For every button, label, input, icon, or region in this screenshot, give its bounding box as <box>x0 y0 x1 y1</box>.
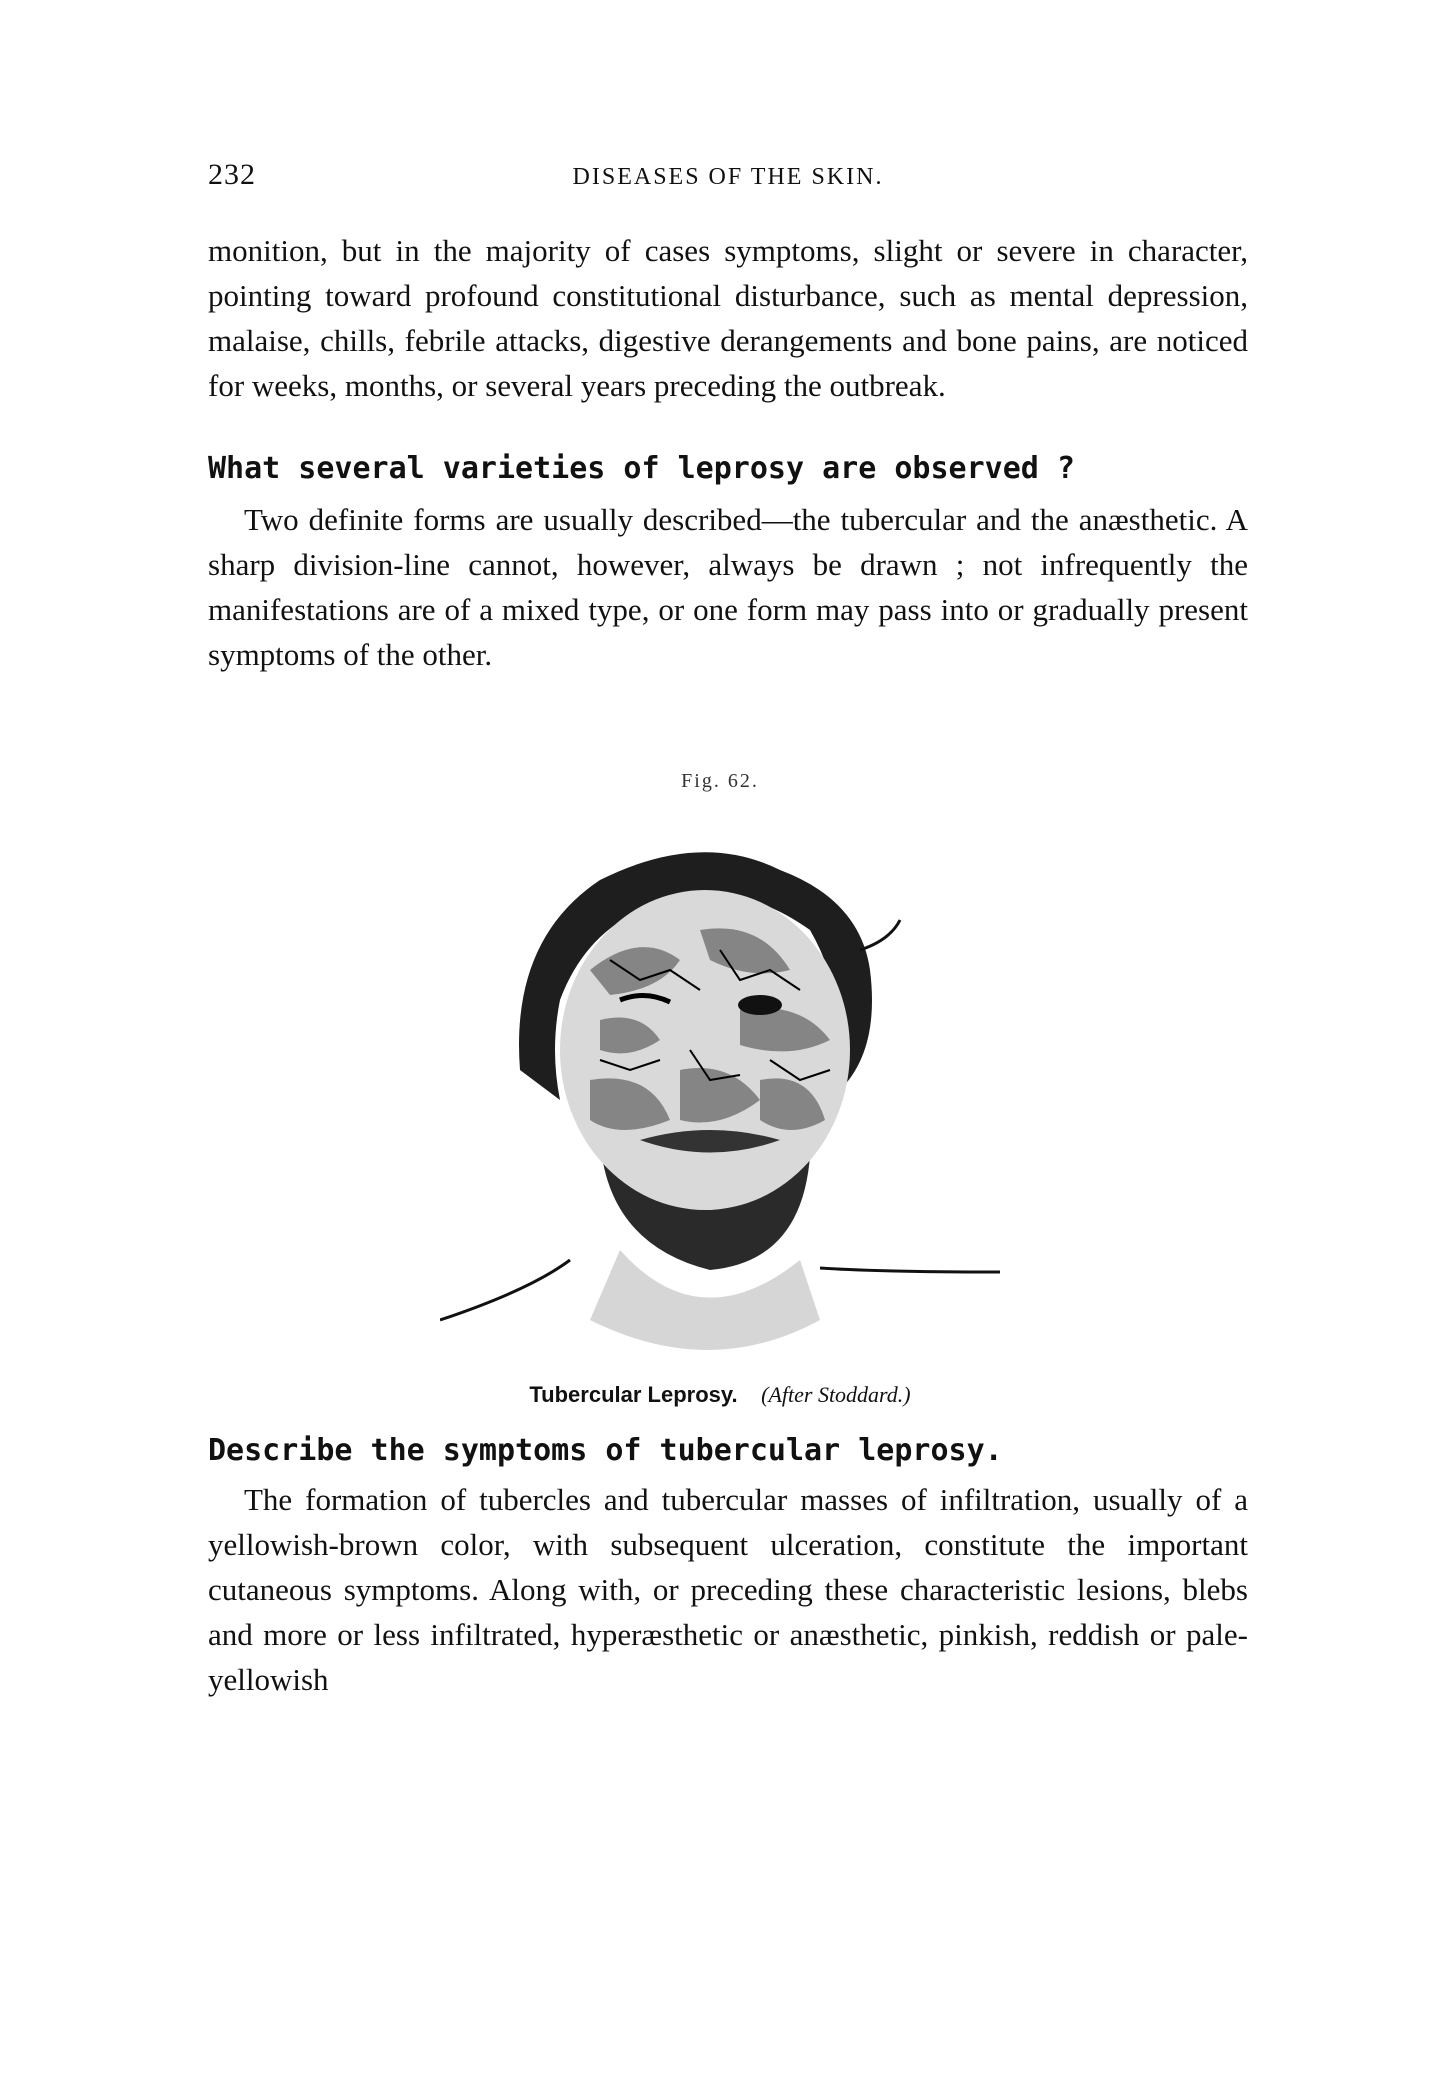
question-heading-varieties: What several varieties of leprosy are observed ? <box>208 451 1075 486</box>
caption-title: Tubercular Leprosy. <box>529 1382 738 1407</box>
figure-label: Fig. 62. <box>681 770 759 792</box>
question-heading-tubercular: Describe the symptoms of tubercular leprosy. <box>208 1433 1003 1468</box>
page-header <box>208 158 1248 198</box>
running-head: DISEASES OF THE SKIN. <box>572 164 884 190</box>
page-number: 232 <box>208 158 256 191</box>
paragraph-tubercular-symptoms: The formation of tubercles and tubercular masses of infiltration, usually of a yellowish-brown color, with subsequent ulceration, constitute the important cutaneous symptoms. Along with, or preceding these characteristic lesions, blebs and more or less infiltrated, hyperæsthetic or anæsthetic, pinkish, reddish or pale-yellowish <box>208 1482 1248 1697</box>
paragraph-continuation: monition, but in the majority of cases symptoms, slight or severe in character, pointing toward profound constitutional disturbance, such as mental depression, malaise, chills, febrile attacks, digestive derangements and bone pains, are noticed for weeks, months, or several years preceding the outbreak. <box>208 233 1248 403</box>
caption-credit: (After Stoddard.) <box>761 1382 911 1407</box>
leprosy-portrait-illustration <box>440 820 1000 1370</box>
figure-62 <box>440 770 1000 1480</box>
figure-caption <box>440 1382 1000 1408</box>
paragraph-varieties: Two definite forms are usually described—the tubercular and the anæsthetic. A sharp division-line cannot, however, always be drawn ; not infrequently the manifestations are of a mixed type, or one form may pass into or gradually present symptoms of the other. <box>208 502 1248 672</box>
